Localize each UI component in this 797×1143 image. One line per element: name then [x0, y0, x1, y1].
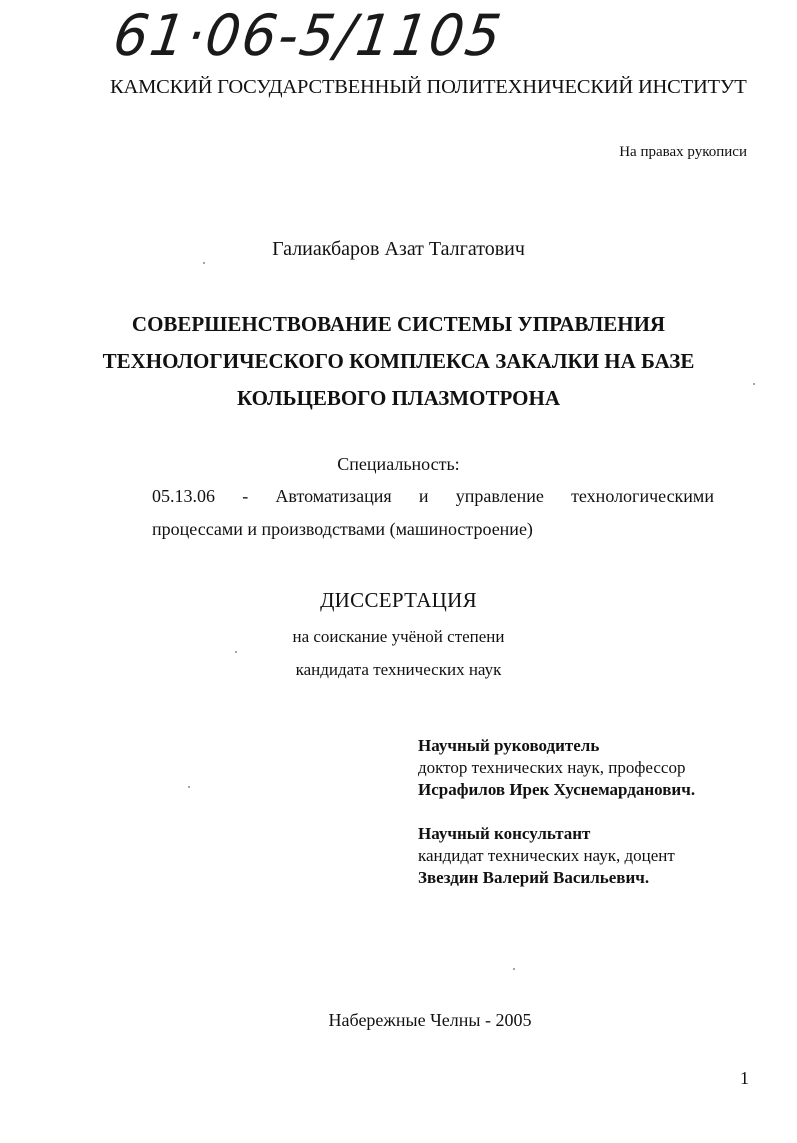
degree-line-1: на соискание учёной степени: [292, 627, 505, 646]
consultant-degree: кандидат технических наук, доцент: [418, 846, 675, 865]
dissertation-heading: ДИССЕРТАЦИЯ: [320, 588, 477, 612]
scan-speck: [753, 383, 755, 385]
consultant-block: [418, 823, 675, 889]
specialty-word: Автоматизация: [275, 486, 392, 506]
specialty-dash: -: [242, 486, 249, 506]
scan-speck: [188, 786, 190, 788]
specialty-code: 05.13.06: [152, 486, 215, 506]
rights-note: На правах рукописи: [619, 144, 747, 160]
consultant-name: Звездин Валерий Васильевич.: [418, 868, 650, 887]
specialty-line-1: [152, 486, 714, 507]
institute-name: КАМСКИЙ ГОСУДАРСТВЕННЫЙ ПОЛИТЕХНИЧЕСКИЙ ИНСТИТУТ: [110, 76, 747, 98]
city-year: Набережные Челны - 2005: [328, 1010, 532, 1030]
supervisor-block: [418, 735, 695, 801]
specialty-word: технологическими: [571, 486, 714, 506]
specialty-label: Специальность:: [337, 454, 460, 474]
supervisor-role: Научный руководитель: [418, 736, 600, 755]
degree-line-2: кандидата технических наук: [295, 660, 502, 679]
title-line-2: ТЕХНОЛОГИЧЕСКОГО КОМПЛЕКСА ЗАКАЛКИ НА БАЗЕ: [102, 349, 695, 373]
handwritten-archive-code: 61·06-5/1105: [109, 2, 507, 69]
page-number: 1: [740, 1068, 749, 1088]
author-name: Галиакбаров Азат Талгатович: [272, 238, 525, 260]
title-line-1: СОВЕРШЕНСТВОВАНИЕ СИСТЕМЫ УПРАВЛЕНИЯ: [131, 312, 666, 336]
dissertation-title: [0, 306, 797, 417]
specialty-word: и: [418, 486, 429, 506]
title-line-3: КОЛЬЦЕВОГО ПЛАЗМОТРОНА: [236, 386, 561, 410]
supervisor-degree: доктор технических наук, профессор: [418, 758, 686, 777]
supervisor-name: Исрафилов Ирек Хуснемарданович.: [418, 780, 696, 799]
specialty-word: управление: [455, 486, 544, 506]
specialty-line-2: процессами и производствами (машиностроение): [152, 519, 533, 539]
scan-speck: [203, 262, 205, 264]
scan-speck: [513, 968, 515, 970]
scan-speck: [235, 651, 237, 653]
consultant-role: Научный консультант: [418, 824, 591, 843]
